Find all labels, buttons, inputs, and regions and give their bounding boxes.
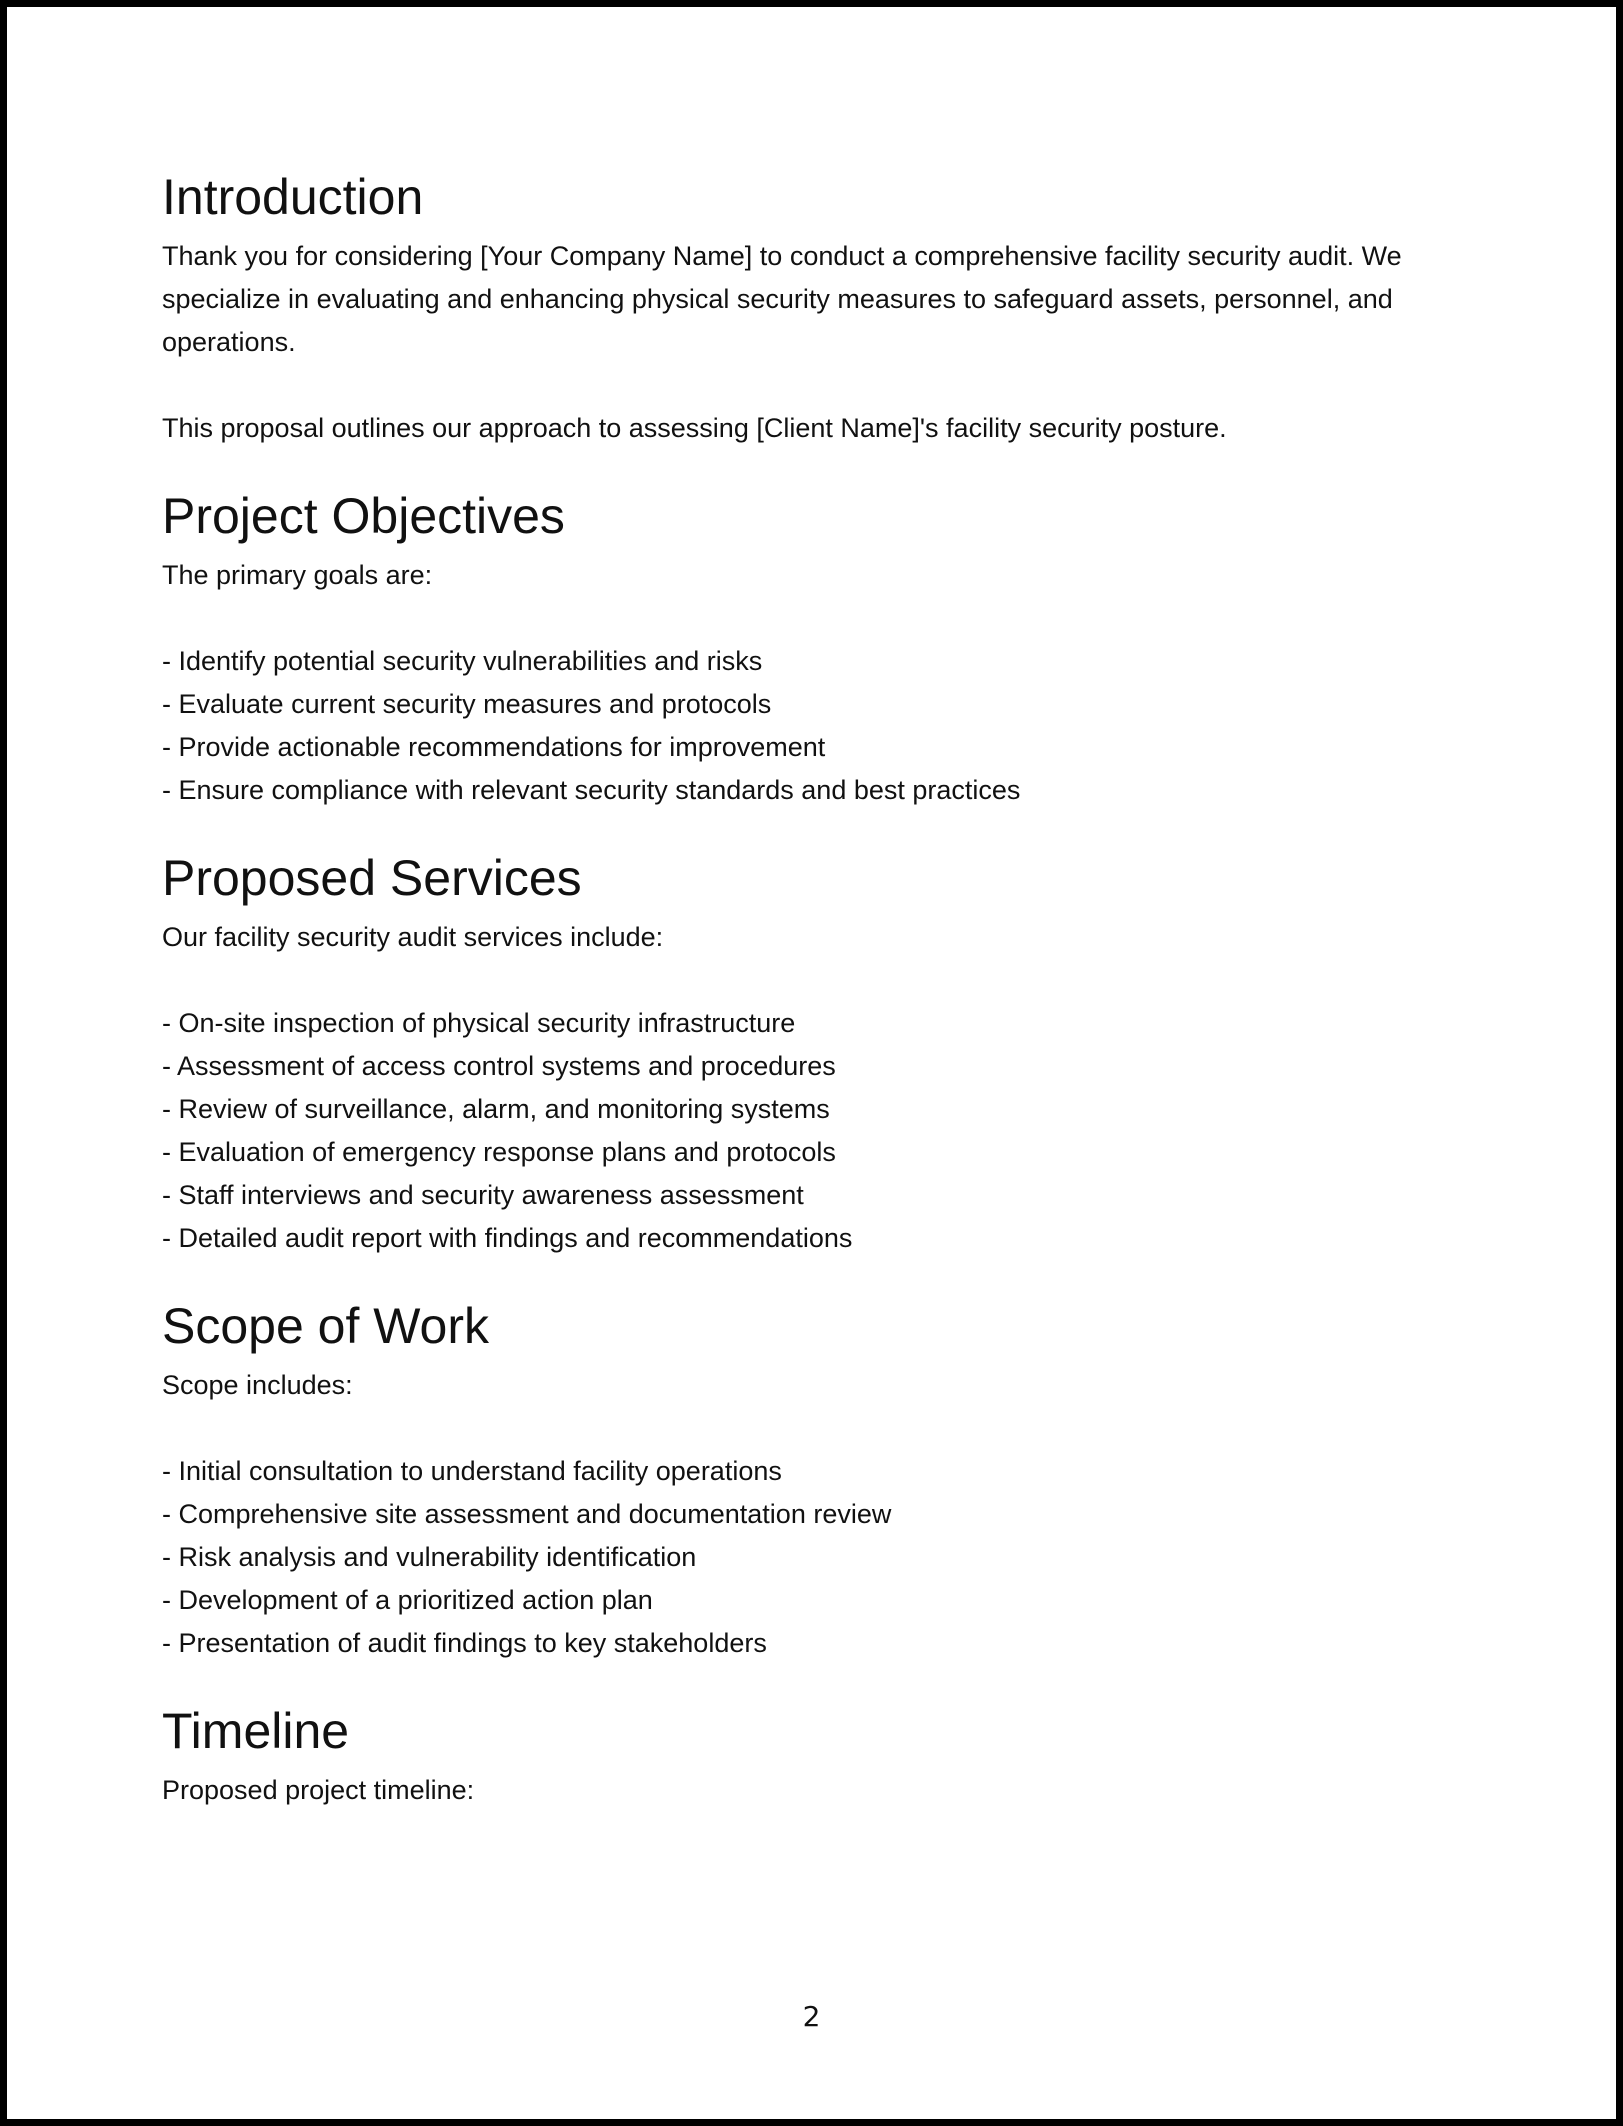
timeline-intro: Proposed project timeline: — [162, 1775, 475, 1805]
list-item: - Assessment of access control systems and procedures — [162, 1051, 836, 1081]
list-item: - Presentation of audit findings to key stakeholders — [162, 1628, 767, 1658]
paragraph-spacer — [162, 364, 1482, 407]
list-item: - Identify potential security vulnerabilities and risks — [162, 646, 763, 676]
list-item: - Review of surveillance, alarm, and monitoring systems — [162, 1094, 830, 1124]
list-item: - Risk analysis and vulnerability identification — [162, 1542, 697, 1572]
page-content — [162, 167, 1482, 1812]
list-item: - Evaluate current security measures and protocols — [162, 689, 772, 719]
services-intro: Our facility security audit services include: — [162, 922, 664, 952]
introduction-paragraph: Thank you for considering [Your Company Name] to conduct a comprehensive facility security audit. We specialize in evaluating and enhancing physical security measures to safeguard assets, personnel, and operations. — [162, 241, 1402, 357]
section-proposed-services — [162, 848, 1482, 1260]
list-item: - Detailed audit report with findings and recommendations — [162, 1223, 853, 1253]
services-list — [162, 1002, 1482, 1260]
heading-timeline: Timeline — [162, 1703, 350, 1759]
heading-project-objectives: Project Objectives — [162, 488, 565, 544]
introduction-paragraph: This proposal outlines our approach to assessing [Client Name]'s facility security posture. — [162, 413, 1227, 443]
objectives-list — [162, 640, 1482, 812]
scope-list — [162, 1450, 1482, 1665]
list-item: - Staff interviews and security awareness assessment — [162, 1180, 804, 1210]
section-introduction — [162, 167, 1482, 450]
objectives-intro: The primary goals are: — [162, 560, 433, 590]
list-item: - On-site inspection of physical security infrastructure — [162, 1008, 796, 1038]
list-item: - Comprehensive site assessment and documentation review — [162, 1499, 892, 1529]
list-item: - Development of a prioritized action plan — [162, 1585, 653, 1615]
section-scope-of-work — [162, 1296, 1482, 1665]
list-item: - Evaluation of emergency response plans and protocols — [162, 1137, 836, 1167]
section-timeline — [162, 1701, 1482, 1812]
heading-scope-of-work: Scope of Work — [162, 1298, 490, 1354]
paragraph-spacer — [162, 1407, 1482, 1450]
paragraph-spacer — [162, 597, 1482, 640]
heading-introduction: Introduction — [162, 169, 424, 225]
section-project-objectives — [162, 486, 1482, 812]
list-item: - Provide actionable recommendations for improvement — [162, 732, 826, 762]
heading-proposed-services: Proposed Services — [162, 850, 582, 906]
page-number: 2 — [802, 2000, 821, 2033]
list-item: - Initial consultation to understand facility operations — [162, 1456, 782, 1486]
scope-intro: Scope includes: — [162, 1370, 353, 1400]
list-item: - Ensure compliance with relevant security standards and best practices — [162, 775, 1021, 805]
paragraph-spacer — [162, 959, 1482, 1002]
